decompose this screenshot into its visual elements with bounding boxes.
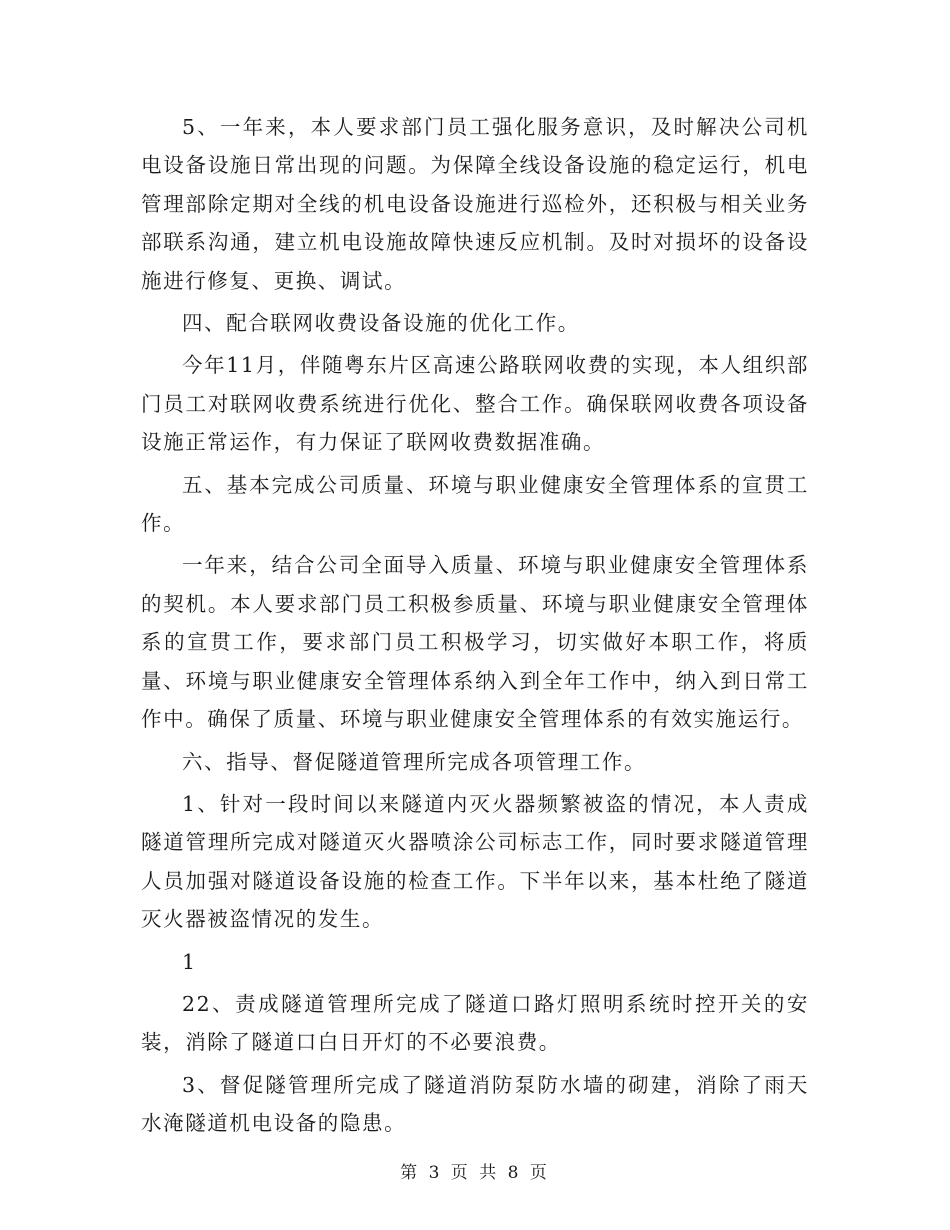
paragraph-network-toll: 今年11月，伴随粤东片区高速公路联网收费的实现，本人组织部门员工对联网收费系统进行优化、整合工作。确保联网收费各项设备设施正常运作，有力保证了联网收费数据准确。: [141, 353, 809, 455]
paragraph-management-system: 一年来，结合公司全面导入质量、环境与职业健康安全管理体系的契机。本人要求部门员工积极参质量、环境与职业健康安全管理体系的宣贯工作，要求部门员工积极学习，切实做好本职工作，将质量、环境与职业健康安全管理体系纳入到全年工作中，纳入到日常工作中。确保了质量、环境与职业健康安全管理体系的有效实施运行。: [141, 553, 809, 732]
paragraph-stray-number: 1: [182, 949, 197, 974]
paragraph-item-3: 3、督促隧管理所完成了隧道消防泵防水墙的砌建，消除了雨天水淹隧道机电设备的隐患。: [141, 1072, 809, 1136]
section-heading-4: 四、配合联网收费设备设施的优化工作。: [182, 311, 580, 336]
paragraph-item-2: 22、责成隧道管理所完成了隧道口路灯照明系统时控开关的安装，消除了隧道口白日开灯的不必要浪费。: [141, 991, 809, 1055]
page-number-footer: 第 3 页 共 8 页: [400, 1163, 550, 1183]
document-body: [141, 108, 809, 1147]
paragraph-item-1: 1、针对一段时间以来隧道内灭火器频繁被盗的情况，本人责成隧道管理所完成对隧道灭火器喷涂公司标志工作，同时要求隧道管理人员加强对隧道设备设施的检查工作。下半年以来，基本杜绝了隧道灭火器被盗情况的发生。: [141, 791, 809, 932]
paragraph-item-5: 5、一年来，本人要求部门员工强化服务意识，及时解决公司机电设备设施日常出现的问题。为保障全线设备设施的稳定运行，机电管理部除定期对全线的机电设备设施进行巡检外，还积极与相关业务部联系沟通，建立机电设施故障快速反应机制。及时对损坏的设备设施进行修复、更换、调试。: [141, 115, 809, 293]
section-heading-6: 六、指导、督促隧道管理所完成各项管理工作。: [182, 749, 647, 774]
section-heading-5: 五、基本完成公司质量、环境与职业健康安全管理体系的宣贯工作。: [141, 472, 809, 536]
